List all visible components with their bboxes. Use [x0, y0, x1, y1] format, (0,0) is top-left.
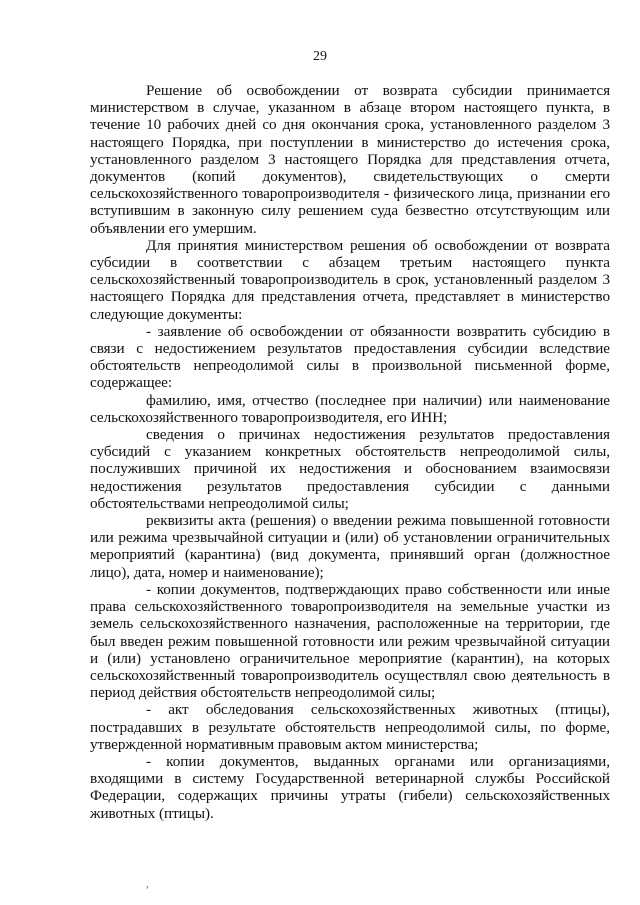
paragraph-6: реквизиты акта (решения) о введении режима повышенной готовности или режима чрезвычайной ситуации и (или) об установлении ограничительных мероприятий (карантина) (вид документа, принявший орган (должностное лицо), дата, номер и наименование);: [90, 512, 610, 581]
paragraph-9: - копии документов, выданных органами или организациями, входящими в систему Государственной ветеринарной службы Российской Федерации, содержащих причины утраты (гибели) сельскохозяйственных животных (птицы).: [90, 752, 610, 822]
paragraph-8: - акт обследования сельскохозяйственных животных (птицы), пострадавших в результате обстоятельств непреодолимой силы, по форме, утвержденной нормативным правовым актом министерства;: [90, 701, 610, 753]
paragraph-3: - заявление об освобождении от обязанности возвратить субсидию в связи с недостижением результатов предоставления субсидии вследствие обстоятельств непреодолимой силы в произвольной письменной форме, содержащее:: [90, 322, 610, 392]
paragraph-5: сведения о причинах недостижения результатов предоставления субсидий с указанием конкретных обстоятельств непреодолимой силы, послуживших причиной их недостижения и обоснованием взаимосвязи недостижения результатов предоставления субсидии с данными обстоятельствами непреодолимой силы;: [90, 426, 610, 512]
paragraph-7: - копии документов, подтверждающих право собственности или иные права сельскохозяйственного товаропроизводителя на земельные участки из земель сельскохозяйственного назначения, расположенные на территории, где был введен режим повышенной готовности или режим чрезвычайной ситуации и (или) установлено ограничительное мероприятие (карантин), на которых сельскохозяйственный товаропроизводитель осуществлял свою деятельность в период действия обстоятельств непреодолимой силы;: [90, 580, 610, 702]
page-number: 29: [313, 49, 327, 64]
paragraph-2: Для принятия министерством решения об освобождении от возврата субсидии в соответствии с абзацем третьим настоящего пункта сельскохозяйственный товаропроизводитель в срок, установленный разделом 3 настоящего Порядка для представления отчета, представляет в министерство следующие документы:: [90, 236, 610, 323]
scan-mark: ,: [146, 876, 149, 890]
paragraph-4: фамилию, имя, отчество (последнее при наличии) или наименование сельскохозяйственного товаропроизводителя, его ИНН;: [90, 391, 610, 426]
document-body: [90, 82, 610, 822]
paragraph-1: Решение об освобождении от возврата субсидии принимается министерством в случае, указанном в абзаце втором настоящего пункта, в течение 10 рабочих дней со дня окончания срока, установленного разделом 3 настоящего Порядка, при поступлении в министерство до истечения срока, установленного разделом 3 настоящего Порядка для представления отчета, документов (копий документов), свидетельствующих о смерти сельскохозяйственного товаропроизводителя - физического лица, признании его вступившим в законную силу решением суда безвестно отсутствующим или объявлении его умершим.: [90, 82, 610, 237]
